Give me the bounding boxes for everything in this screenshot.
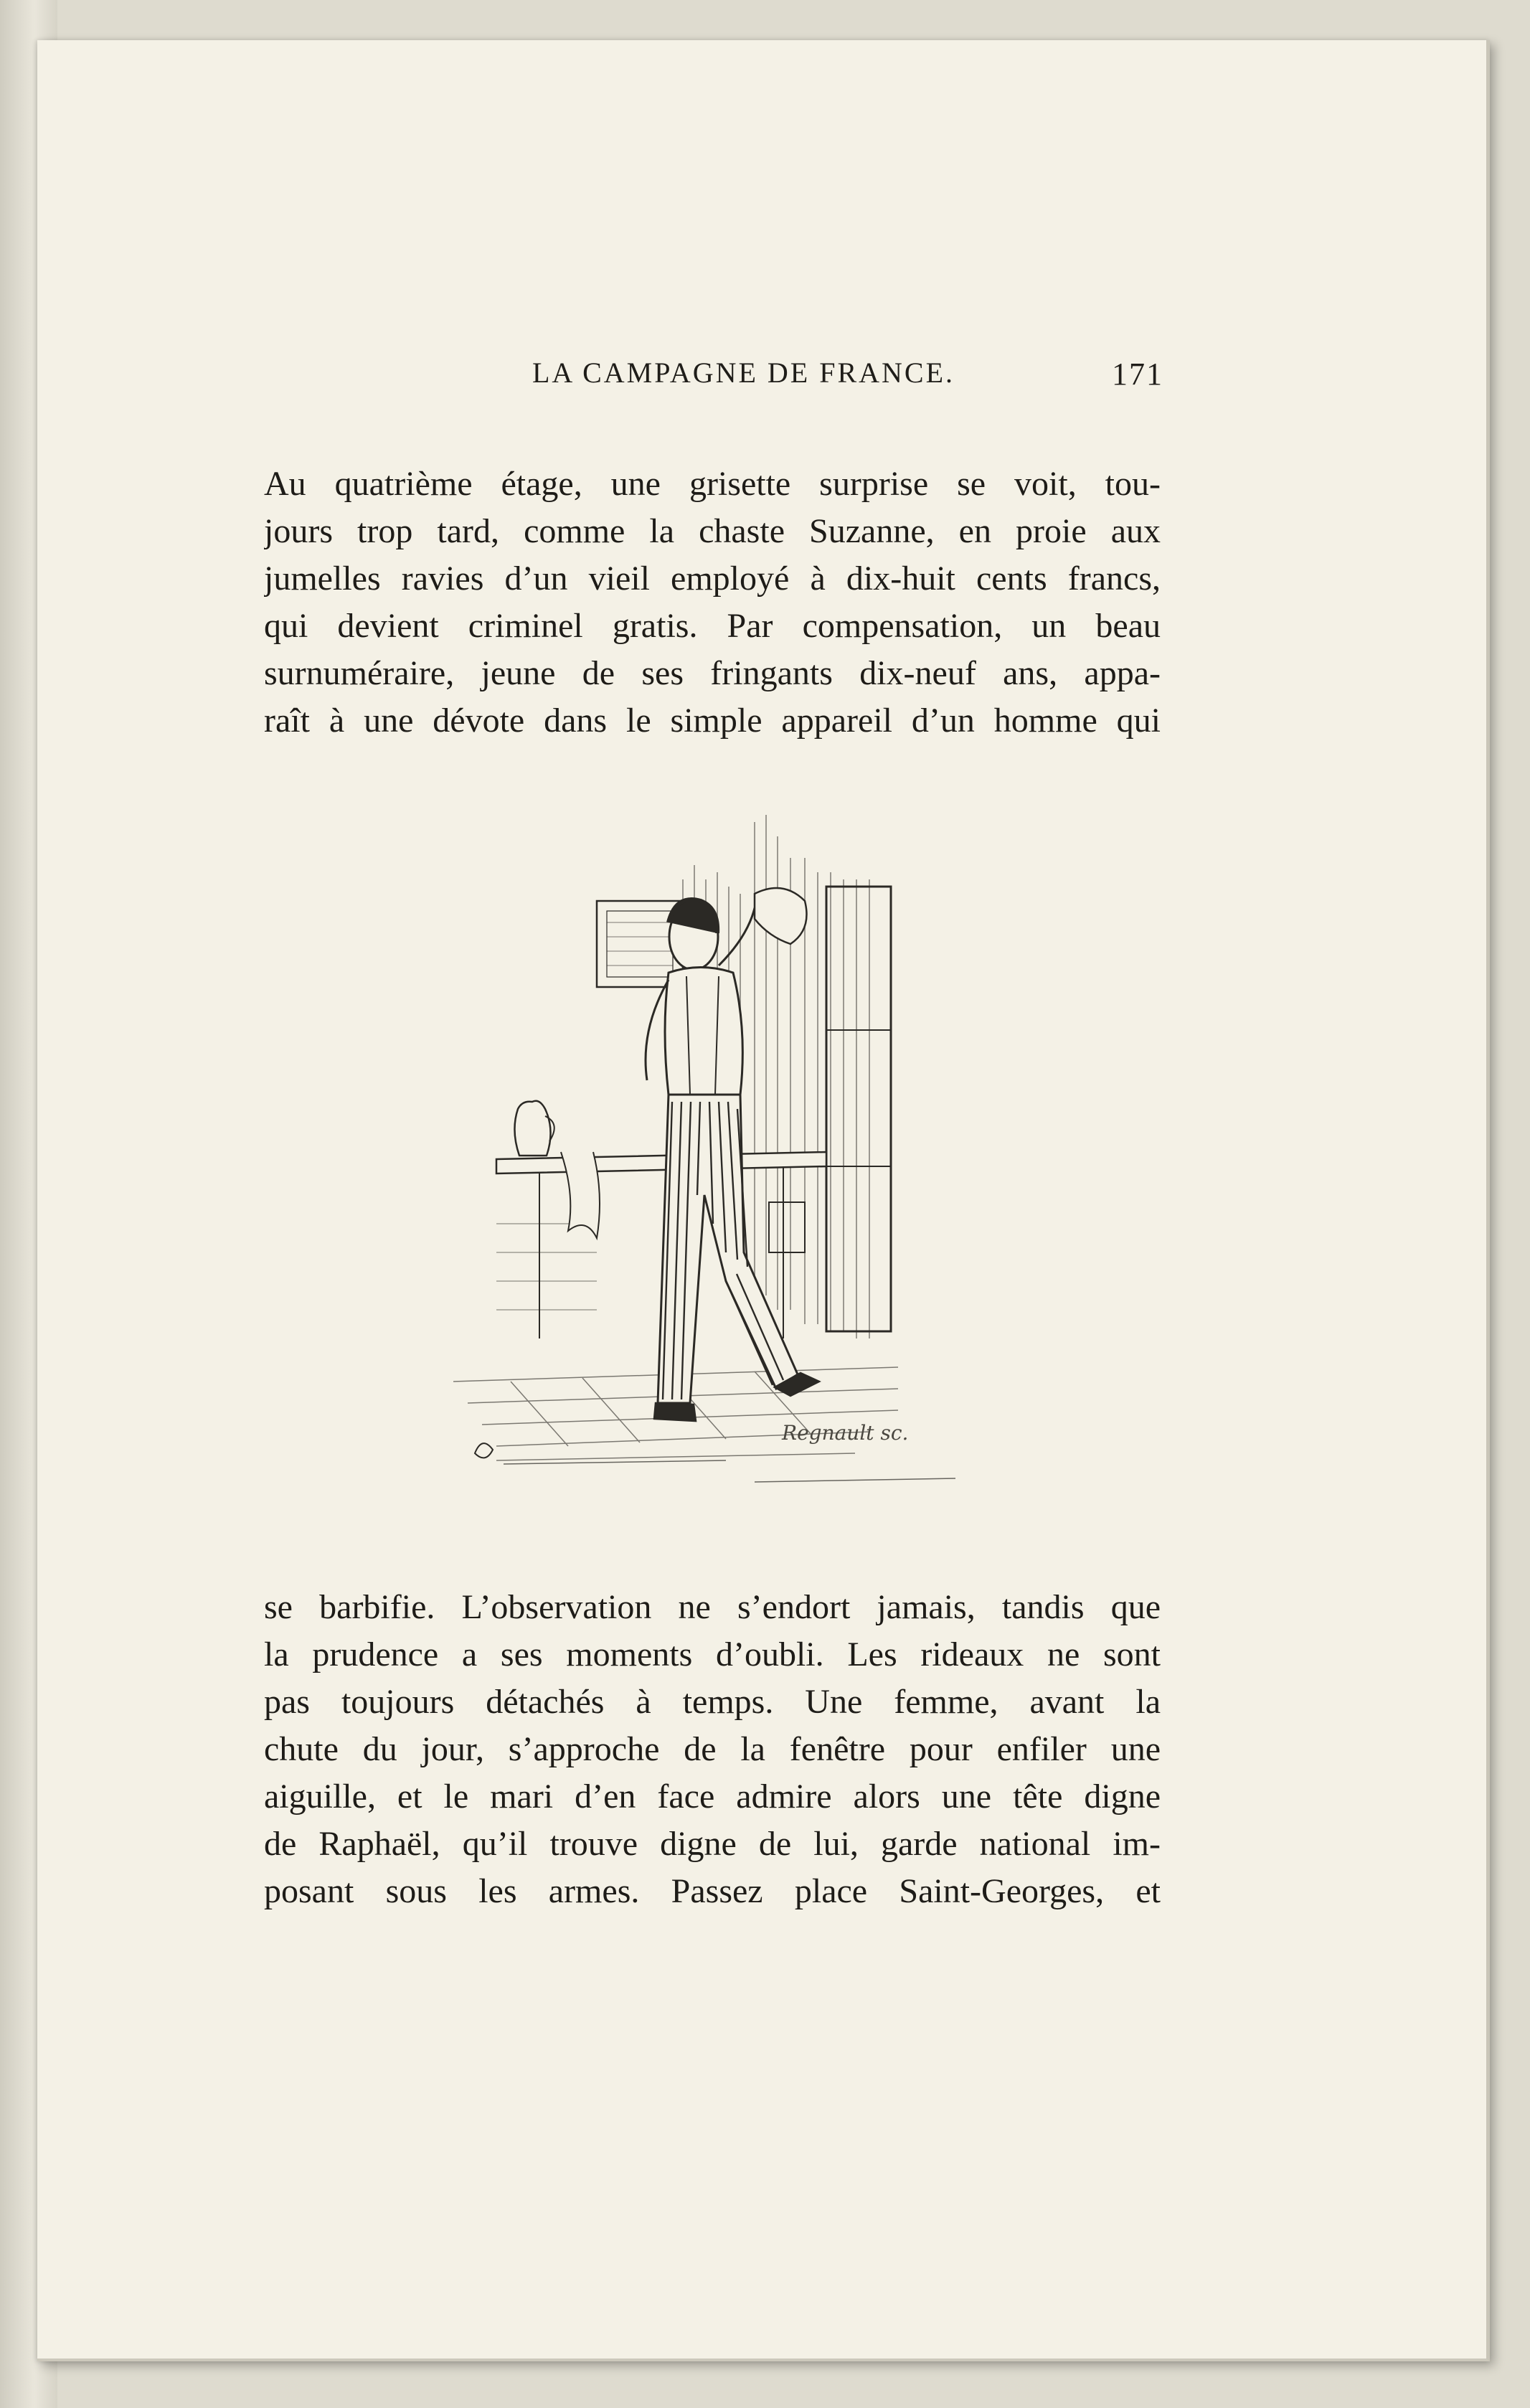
- text-block-top: [264, 461, 1161, 745]
- text-line: aiguille, et le mari d’en face admire alors une tête digne: [264, 1777, 1161, 1816]
- text-line: posant sous les armes. Passez place Saint-Georges, et: [264, 1872, 1161, 1910]
- running-header: [267, 356, 1163, 413]
- text-line: de Raphaël, qu’il trouve digne de lui, garde national im-: [264, 1825, 1161, 1863]
- text-line: la prudence a ses moments d’oubli. Les rideaux ne sont: [264, 1635, 1161, 1673]
- man-shaving-engraving: [453, 793, 970, 1503]
- text-line: jumelles ravies d’un vieil employé à dix-huit cents francs,: [264, 559, 1161, 598]
- text-line: raît à une dévote dans le simple appareil d’un homme qui: [264, 702, 1161, 740]
- running-title: LA CAMPAGNE DE FRANCE.: [532, 357, 955, 389]
- book-page: [37, 40, 1490, 2361]
- text-line: qui devient criminel gratis. Par compensation, un beau: [264, 607, 1161, 645]
- engraver-signature: Regnault sc.: [782, 1421, 909, 1445]
- engraving-illustration: [453, 793, 970, 1503]
- text-line: jours trop tard, comme la chaste Suzanne, en proie aux: [264, 512, 1161, 550]
- text-line: chute du jour, s’approche de la fenêtre pour enfiler une: [264, 1730, 1161, 1768]
- text-line: se barbifie. L’observation ne s’endort jamais, tandis que: [264, 1588, 1161, 1626]
- text-line: Au quatrième étage, une grisette surprise se voit, tou-: [264, 465, 1161, 503]
- text-block-bottom: [264, 1584, 1161, 1915]
- text-line: pas toujours détachés à temps. Une femme, avant la: [264, 1683, 1161, 1721]
- text-line: surnuméraire, jeune de ses fringants dix-neuf ans, appa-: [264, 654, 1161, 692]
- page-number: 171: [1112, 357, 1163, 392]
